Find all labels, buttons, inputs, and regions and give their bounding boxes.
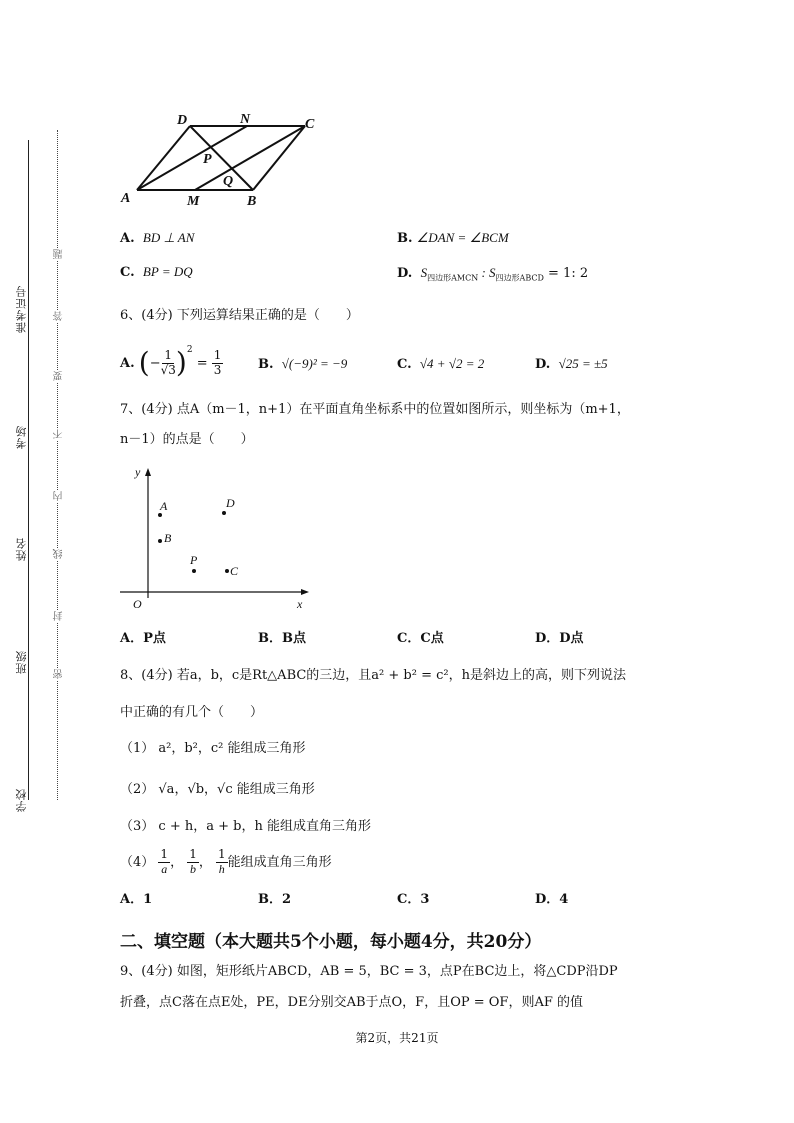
q8-item-1: （1） a²，b²，c² 能组成三角形	[120, 741, 306, 756]
seal-char: 题	[54, 249, 65, 259]
point-label: B	[247, 194, 257, 208]
point-label: Q	[223, 174, 234, 189]
margin-label-exam-number: 准考证号	[15, 285, 28, 333]
q6-option-d: D. √25 = ±5	[535, 356, 608, 372]
q8-item-4: （4） $\frac{1}{a}$ ， $\frac{1}{b}$ ， $\frac{1}{h}$ 能组成直角三角形	[120, 847, 332, 876]
page-footer: 第2页，共21页	[355, 1031, 439, 1045]
q8-item-3: （3） c + h，a + b，h 能组成直角三角形	[120, 819, 371, 834]
margin-label-exam-room: 考场	[15, 425, 28, 449]
seal-char: 线	[54, 549, 65, 559]
point-label: C	[305, 117, 315, 132]
parallelogram-figure	[115, 108, 325, 208]
q6-stem: 6、(4分) 下列运算结果正确的是（ ）	[120, 308, 359, 323]
point-label: A	[121, 191, 131, 206]
q8-stem-line2: 中正确的有几个（ ）	[120, 705, 264, 720]
q8-option-d: D．4	[535, 892, 569, 907]
point-label: M	[187, 194, 200, 208]
q5-option-a: A. BD ⊥ AN	[120, 230, 195, 246]
margin-rule	[28, 140, 29, 800]
q8-item-2: （2） √a，√b，√c 能组成三角形	[120, 782, 315, 797]
segment-bc	[253, 126, 305, 190]
seal-char: 封	[54, 611, 65, 621]
q7-stem-line2: n－1）的点是（ ）	[120, 432, 254, 447]
segment-ad	[137, 126, 190, 190]
margin-label-class: 班级	[15, 650, 28, 674]
q7-option-a: A．P点	[120, 631, 166, 646]
seal-char: 密	[54, 669, 65, 679]
x-axis-arrow	[301, 589, 309, 595]
point-label-d: D	[226, 496, 235, 510]
seal-char: 答	[54, 311, 65, 321]
seal-char: 内	[54, 491, 65, 501]
q9-line1: 9、(4分) 如图，矩形纸片ABCD，AB = 5，BC = 3，点P在BC边上，将△CDP沿DP	[120, 964, 618, 979]
q8-stem-line1: 8、(4分) 若a，b，c是Rt△ABC的三边，且a² + b² = c²，h是斜边上的高，则下列说法	[120, 668, 626, 683]
point-label-c: C	[230, 564, 239, 578]
q6-option-a: A. ( − $\frac{1}{√3}$ ) $^2$ = $\frac{1}{3}$	[120, 345, 222, 379]
margin-label-name: 姓名	[15, 537, 28, 561]
margin-label-school: 学校	[15, 788, 28, 812]
q5-option-d: D. $S_{四边形AMCN}$ : $S_{四边形ABCD} = 1$: 2	[397, 265, 589, 283]
point-label-b: B	[164, 531, 172, 545]
seal-char: 不	[54, 429, 65, 439]
point-label-a: A	[160, 499, 168, 513]
point-p	[192, 569, 196, 573]
q9-line2: 折叠，点C落在点E处，PE，DE分别交AB于点O，F，且OP = OF，则AF 的值	[120, 995, 583, 1010]
q7-option-d: D．D点	[535, 631, 584, 646]
point-a	[158, 513, 162, 517]
point-label: N	[240, 112, 251, 127]
point-label: P	[203, 152, 212, 167]
q5-option-c: C. BP = DQ	[120, 264, 193, 280]
q8-option-b: B．2	[258, 892, 292, 907]
q8-option-a: A．1	[120, 892, 153, 907]
y-axis-arrow	[145, 468, 151, 476]
point-label: D	[177, 113, 188, 128]
q7-stem-line1: 7、(4分) 点A（m－1，n+1）在平面直角坐标系中的位置如图所示，则坐标为（m+1，	[120, 402, 630, 417]
point-d	[222, 511, 226, 515]
point-b	[158, 539, 162, 543]
y-axis-label: y	[135, 465, 141, 479]
q6-option-b: B. √(−9)² = −9	[258, 356, 348, 372]
q5-option-b: B. ∠DAN = ∠BCM	[397, 230, 509, 246]
seal-char: 要	[54, 371, 65, 381]
x-axis-label: x	[297, 597, 303, 611]
point-label-p: P	[190, 553, 198, 567]
q7-option-c: C．C点	[397, 631, 444, 646]
q7-option-b: B．B点	[258, 631, 306, 646]
coordinate-figure	[115, 460, 315, 615]
q8-option-c: C．3	[397, 892, 430, 907]
margin-dotted-line	[57, 130, 58, 800]
section-title: 二、填空题（本大题共5个小题，每小题4分，共20分）	[120, 932, 542, 952]
segment-bd	[190, 126, 253, 190]
q6-option-c: C. √4 + √2 = 2	[397, 356, 485, 372]
point-c	[225, 569, 229, 573]
origin-label: O	[133, 597, 142, 611]
